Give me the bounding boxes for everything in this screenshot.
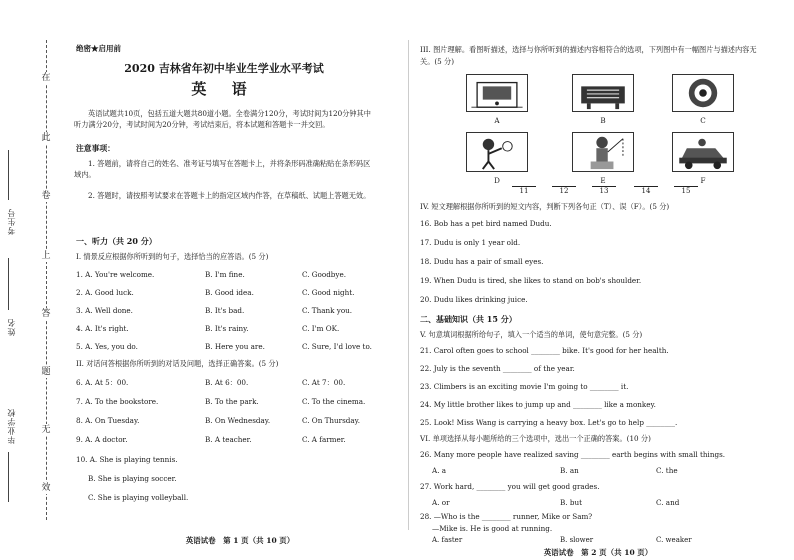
seal-dashed-line [46,40,47,520]
q27-option-b: B. but [560,498,582,507]
part-1-instruction: I. 情景反应根据你所听到的句子，选择恰当的应答语。(5 分) [76,252,269,261]
q28-option-a: A. faster [432,536,463,544]
q3-option-c: C. Thank you. [302,306,353,315]
answer-blank-14[interactable]: 14 [634,186,658,196]
q1-option-b: B. I'm fine. [205,270,245,279]
q10-option-c: C. She is playing volleyball. [88,493,189,502]
part-6-instruction: VI. 单项选择从每小题所给的三个选项中，选出一个正确的答案。(10 分) [420,434,651,443]
q7-option-c: C. To the cinema. [302,397,366,406]
statement-19: 19. When Dudu is tired, she likes to stand on bob's shoulder. [420,276,642,285]
picture-a [466,74,528,112]
picture-b-label: B [600,116,606,125]
seal-char: 上 [41,251,51,261]
school-line [8,452,9,502]
sentence-25: 25. Look! Miss Wang is carrying a heavy box. Let's go to help ________. [420,418,678,427]
q4-option-b: B. It's rainy. [205,324,249,333]
question-27: 27. Work hard, ________ you will get good grades. [420,482,600,491]
picture-c-label: C [700,116,706,125]
question-26: 26. Many more people have realized saving ________ earth begins with small things. [420,450,726,459]
q26-option-c: C. the [656,466,678,475]
picture-d [466,132,528,172]
sentence-24: 24. My little brother likes to jump up and ________ like a monkey. [420,400,656,409]
notice-item-2: 2. 答题时，请按照考试要求在答题卡上的指定区域内作答，在草稿纸、试题上答题无效。 [88,191,371,200]
page-2-footer: 英语试卷 第 2 页（共 10 页） [543,548,653,557]
q7-option-b: B. To the park. [205,397,259,406]
seal-char: 在 [41,73,51,83]
q3-option-a: 3. A. Well done. [76,306,133,315]
seal-char: 无 [41,425,51,435]
picture-e-label: E [600,176,606,185]
part-3-instruction: III. 图片理解。看图听描述，选择与你所听到的描述内容相符合的选项，下列图中有一幅图片与描述内容无关。(5 分) [420,45,757,66]
sentence-22: 22. July is the seventh ________ of the year. [420,364,575,373]
answer-blank-15[interactable]: 15 [674,186,698,196]
q1-option-a: 1. A. You're welcome. [76,270,155,279]
q5-option-a: 5. A. Yes, you do. [76,342,138,351]
q4-option-a: 4. A. It's right. [76,324,129,333]
notice-item-1: 1. 答题前，请将自己的姓名、准考证号填写在答题卡上，并将条形码准确粘贴在条形码区域内。 [74,159,371,180]
seal-char: 题 [41,367,51,377]
picture-d-label: D [494,176,500,185]
seal-char: 此 [41,133,51,143]
q9-option-a: 9. A. A doctor. [76,435,128,444]
binding-margin [0,0,70,560]
name-line [8,258,9,310]
q2-option-c: C. Good night. [302,288,355,297]
part-5-instruction: V. 句意填词根据所给句子，填入一个适当的单词，使句意完整。(5 分) [420,330,643,339]
q5-option-b: B. Here you are. [205,342,265,351]
picture-e [572,132,634,172]
section-listening: 一、听力（共 20 分） [76,236,157,246]
statement-17: 17. Dudu is only 1 year old. [420,238,521,247]
q9-option-b: B. A teacher. [205,435,252,444]
q10-option-b: B. She is playing soccer. [88,474,177,483]
picture-c [672,74,734,112]
notice-title: 注意事项： [76,144,115,153]
name-label: 姓名 [7,318,16,336]
q28-option-b: B. slower [560,536,594,544]
examinee-number-label: 考生号 [7,208,16,235]
statement-18: 18. Dudu has a pair of small eyes. [420,257,544,266]
q2-option-b: B. Good idea. [205,288,254,297]
page-2 [420,0,780,560]
q6-option-a: 6. A. At 5：00. [76,378,129,387]
exam-title: 2020 吉林省年初中毕业生学业水平考试 [124,62,324,75]
q8-option-b: B. On Wednesday. [205,416,271,425]
page-divider [408,40,409,530]
question-28: 28. —Who is the ________ runner, Mike or Sam? [420,512,593,521]
section-basic-knowledge: 二、基础知识（共 15 分） [420,314,517,324]
confidential-mark: 绝密★启用前 [76,44,121,53]
q26-option-b: B. an [560,466,579,475]
page-1-footer: 英语试卷 第 1 页（共 10 页） [185,536,295,545]
examinee-number-line [8,150,9,200]
q9-option-c: C. A farmer. [302,435,346,444]
seal-char: 答 [41,309,51,319]
statement-16: 16. Bob has a pet bird named Dudu. [420,219,552,228]
statement-20: 20. Dudu likes drinking juice. [420,295,528,304]
q7-option-a: 7. A. To the bookstore. [76,397,159,406]
answer-blank-12[interactable]: 12 [552,186,576,196]
q27-option-c: C. and [656,498,680,507]
q4-option-c: C. I'm OK. [302,324,340,333]
answer-blank-11[interactable]: 11 [512,186,536,196]
q6-option-b: B. At 6：00. [205,378,249,387]
answer-blank-13[interactable]: 13 [592,186,616,196]
q1-option-c: C. Goodbye. [302,270,347,279]
q27-option-a: A. or [432,498,450,507]
question-28-reply: —Mike is. He is good at running. [432,524,553,533]
q5-option-c: C. Sure, I'd love to. [302,342,372,351]
q2-option-a: 2. A. Good luck. [76,288,134,297]
part-2-instruction: II. 对话问答根据你所听到的对话及问题，选择正确答案。(5 分) [76,359,279,368]
page-1 [74,0,400,560]
picture-b [572,74,634,112]
seal-char: 效 [41,483,51,493]
picture-f [672,132,734,172]
part-4-instruction: IV. 短文理解根据你所听到的短文内容，判断下列各句正（T）、误（F）。(5 分) [420,202,670,211]
q26-option-a: A. a [432,466,447,475]
sentence-23: 23. Climbers is an exciting movie I'm going to ________ it. [420,382,629,391]
subject-title: 英 语 [191,80,257,98]
q8-option-a: 8. A. On Tuesday. [76,416,140,425]
exam-intro: 英语试题共10页，包括五道大题共80道小题。全卷满分120分，考试时间为120分钟其中听力满分20分，考试时间为20分钟，考试结束后，将本试题和答题卡一并交回。 [74,109,371,130]
q8-option-c: C. On Thursday. [302,416,361,425]
q10-option-a: 10. A. She is playing tennis. [76,455,178,464]
q3-option-b: B. It's bad. [205,306,245,315]
sentence-21: 21. Carol often goes to school ________ bike. It's good for her health. [420,346,669,355]
picture-f-label: F [700,176,706,185]
school-label: 毕业学校 [7,408,16,444]
q6-option-c: C. At 7：00. [302,378,346,387]
seal-char: 卷 [41,191,51,201]
q28-option-c: C. weaker [656,536,692,544]
picture-a-label: A [494,116,500,125]
